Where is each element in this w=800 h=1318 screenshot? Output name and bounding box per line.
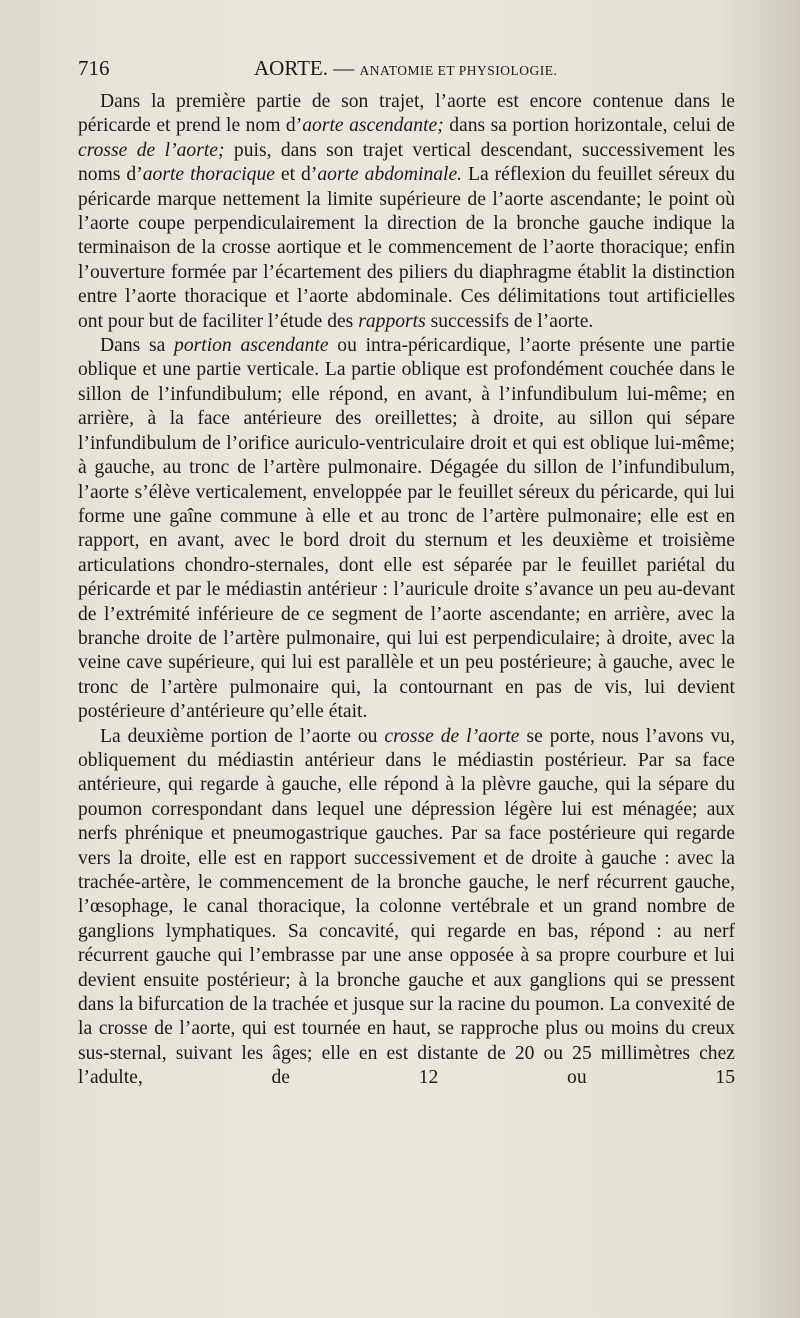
text-run: ou intra-péricardique, l’aorte présente une partie oblique et une partie verticale. La partie oblique est profondément couchée dans le sillon de l’infundibulum; elle répond, en avant, à l’infundibulum lui-même; en arrière, à la face antérieure des oreillettes; à droite, au sillon qui sépare l’infundibulum de l’orifice auriculo-ventriculaire droit et qui est oblique lui-même; à gauche, au tronc de l’artère pulmonaire. Dégagée du sillon de l’infundibulum, l’aorte s’élève verticalement, enveloppée par le feuillet séreux du péricarde, qui lui forme une gaîne commune à elle et au tronc de l’artère pulmonaire; elle est en rapport, en avant, avec le bord droit du sternum et les deuxième et troisième articulations chondro-sternales, dont elle est séparée par le feuillet pariétal du péricarde et par le médiastin antérieur : l’auricule droite s’avance un peu au-devant de l’extrémité inférieure de ce segment de l’aorte ascendante; en arrière, avec la branche droite de l’artère pulmonaire, qui lui est perpendiculaire; à droite, avec la veine cave supérieure, qui lui est parallèle et un peu postérieure; à gauche, avec le tronc de l’artère pulmonaire qui, la contournant en pas de vis, lui devient postérieure d’antérieure qu’elle était. [78,335,736,723]
running-title-dash: — [327,56,360,80]
italic-term: aorte ascendante; [302,115,444,137]
text-run: dans sa portion horizontale, celui de [443,115,735,137]
text-run: et d’ [274,164,318,186]
italic-term: aorte abdominale. [317,164,463,186]
running-header [78,56,738,86]
running-title-sub: ANATOMIE ET PHYSIOLOGIE. [359,63,558,78]
text-run: puis, dans son trajet vertical descendant, successivement les noms d’ [78,139,735,186]
italic-term: rapports [358,310,426,332]
italic-term: aorte thoracique [142,164,275,186]
italic-term: portion ascendante [174,335,329,357]
italic-term: crosse de l’aorte; [78,139,225,161]
paragraph-portion-ascendante [78,334,735,725]
text-run: Dans la première partie de son trajet, l’aorte est encore contenue dans le péricarde et prend le nom d’ [78,91,735,137]
body-text [78,90,735,1091]
running-title-main: AORTE. [254,56,328,80]
text-run: se porte, nous l’avons vu, obliquement du médiastin antérieur dans le médiastin postérieur. Par sa face antérieure, qui regarde à gauche, elle répond à la plèvre gauche, qui la sépare du poumon correspondant dans lequel une dépression légère lui est ménagée; aux nerfs phrénique et pneumogastrique gauches. Par sa face postérieure qui regarde vers la droite, elle est en rapport successivement et de droite à gauche : avec la trachée-artère, le commencement de la bronche gauche, le nerf récurrent gauche, l’œsophage, le canal thoracique, la colonne vertébrale et un grand nombre de ganglions lymphatiques. Sa concavité, qui regarde en bas, répond : au nerf récurrent gauche qui l’embrasse par une anse opposée à sa propre courbure et lui devient ensuite postérieur; à la bronche gauche et aux ganglions qui se pressent dans la bifurcation de la trachée et jusque sur la racine du poumon. La convexité de la crosse de l’aorte, qui est tournée en haut, se rapproche plus ou moins du creux sus-sternal, suivant les âges; elle en est distante de 20 ou 25 millimètres chez l’adulte, de 12 ou 15 [78,725,735,1089]
text-run: successifs de l’aorte. [425,310,594,332]
text-run: La deuxième portion de l’aorte ou [100,725,385,747]
running-title [254,56,557,81]
paragraph-aorte-divisions [78,90,735,334]
text-run: Dans sa [100,335,175,357]
paragraph-crosse-aorte [78,725,735,1091]
page-number: 716 [78,56,110,80]
italic-term: crosse de l’aorte [384,725,520,747]
text-run: La réflexion du feuillet séreux du péricarde marque nettement la limite supérieure de l’aorte ascendante; le point où l’aorte coupe perpendiculairement la direction de la bronche gauche indique la terminaison de la crosse aortique et le commencement de l’aorte thoracique; enfin l’ouverture formée par l’écartement des piliers du diaphragme établit la distinction entre l’aorte thoracique et l’aorte abdominale. Ces délimitations tout artificielles ont pour but de faciliter l’étude des [78,164,736,332]
